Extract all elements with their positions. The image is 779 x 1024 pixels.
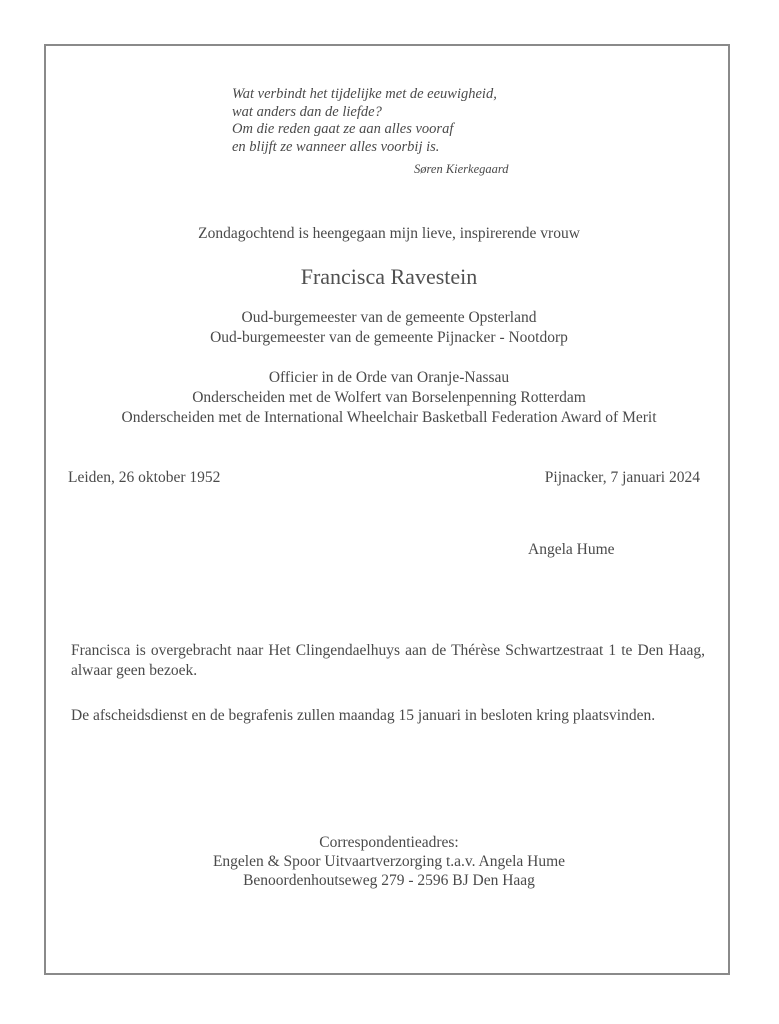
quote-author: Søren Kierkegaard — [414, 162, 509, 176]
role-line: Oud-burgemeester van de gemeente Pijnacker - Nootdorp — [210, 329, 568, 346]
signature-name: Angela Hume — [528, 541, 615, 558]
honour-line: Officier in de Orde van Oranje-Nassau — [268, 369, 510, 386]
honour-line: Onderscheiden met de Wolfert van Borselenpenning Rotterdam — [192, 389, 586, 406]
transfer-paragraph: Francisca is overgebracht naar Het Clingendaelhuys aan de Thérèse Schwartzestraat 1 te Den Haag, alwaar geen bezoek. — [71, 642, 705, 679]
correspondence-address: Benoordenhoutseweg 279 - 2596 BJ Den Haag — [243, 872, 535, 889]
honour-line: Onderscheiden met de International Wheelchair Basketball Federation Award of Merit — [121, 409, 657, 426]
quote-block — [232, 86, 497, 156]
intro-text: Zondagochtend is heengegaan mijn lieve, inspirerende vrouw — [198, 225, 580, 242]
role-line: Oud-burgemeester van de gemeente Opsterland — [241, 309, 537, 326]
quote-line: Om die reden gaat ze aan alles vooraf — [232, 121, 454, 137]
death-place-date: Pijnacker, 7 januari 2024 — [544, 469, 700, 486]
quote-line: wat anders dan de liefde? — [232, 103, 382, 120]
quote-line: Wat verbindt het tijdelijke met de eeuwigheid, — [232, 86, 497, 102]
correspondence-label: Correspondentieadres: — [319, 834, 459, 851]
funeral-paragraph: De afscheidsdienst en de begrafenis zullen maandag 15 januari in besloten kring plaatsvinden. — [71, 707, 656, 724]
birth-place-date: Leiden, 26 oktober 1952 — [68, 469, 221, 486]
correspondence-line: Engelen & Spoor Uitvaartverzorging t.a.v. Angela Hume — [212, 853, 566, 870]
quote-line: en blijft ze wanneer alles voorbij is. — [232, 138, 440, 155]
deceased-name: Francisca Ravestein — [300, 264, 478, 289]
